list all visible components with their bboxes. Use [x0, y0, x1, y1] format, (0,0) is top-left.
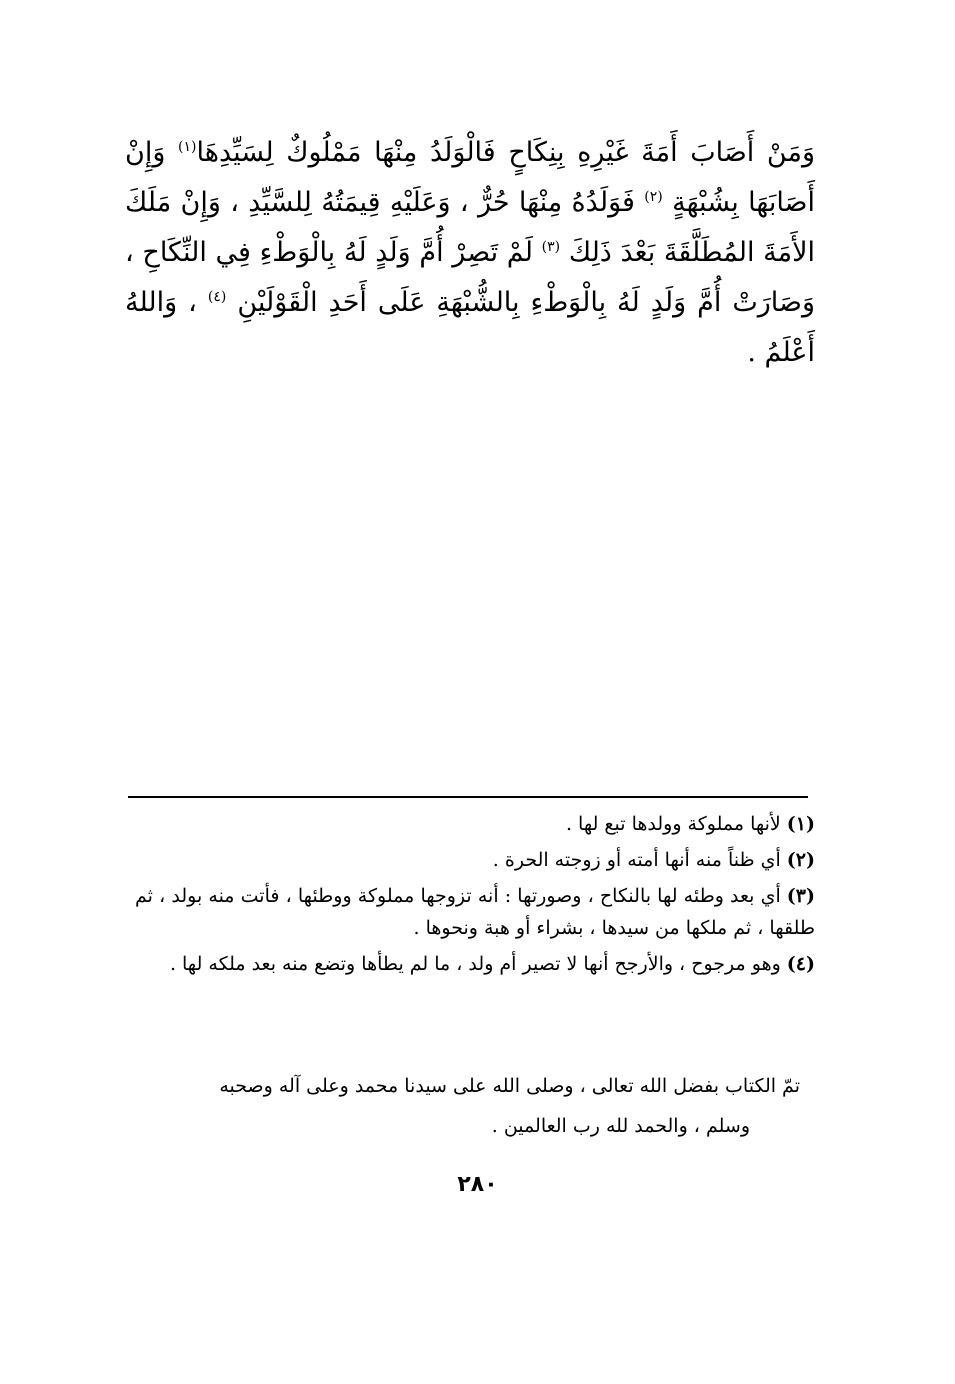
footnote-text: وهو مرجوح ، والأرجح أنها لا تصير أم ولد ، ما لم يطأها وتضع منه بعد ملكه لها . — [169, 953, 781, 975]
footnote-text: أي ظناً منه أنها أمته أو زوجته الحرة . — [492, 849, 781, 871]
page-number: ٢٨٠ — [457, 1172, 498, 1197]
main-text-segment: وَإِنْ أَصَابَهَا بِشُبْهَةٍ — [125, 137, 815, 218]
footnote-text: أي بعد وطئه لها بالنكاح ، وصورتها : أنه تزوجها مملوكة ووطئها ، فأتت منه بولد ، ثم طلقها ، ثم ملكها من سيدها ، بشراء أو هبة ونحوها . — [135, 885, 815, 939]
footnote-number: (١) — [786, 813, 815, 835]
main-text-segment: فَوَلَدُهُ مِنْهَا حُرٌّ ، وَعَلَيْهِ قِيمَتُهُ لِلسَّيِّدِ ، وَإِنْ مَلَكَ الأَمَةَ المُطَلَّقَةَ بَعْدَ ذَلِكَ — [125, 187, 815, 268]
footnote-divider — [128, 796, 808, 798]
main-text-segment: ، وَاللهُ أَعْلَمُ . — [125, 287, 815, 368]
footnote-number: (٢) — [786, 849, 815, 871]
footnotes — [135, 808, 815, 984]
footnote-number: (٣) — [786, 885, 815, 907]
footnote-item — [135, 880, 815, 944]
main-paragraph — [125, 128, 815, 378]
footnote-text: لأنها مملوكة وولدها تبع لها . — [565, 813, 781, 835]
footnote-reference: (٤) — [207, 289, 227, 305]
colophon-line: تمّ الكتاب بفضل الله تعالى ، وصلى الله على سيدنا محمد وعلى آله وصحبه — [219, 1075, 800, 1097]
footnote-item — [135, 948, 815, 980]
main-text-segment: لَمْ تَصِرْ أُمَّ وَلَدٍ لَهُ بِالْوَطْءِ فِي النِّكَاحِ ، وَصَارَتْ أُمَّ وَلَدٍ لَهُ بِالْوَطْءِ بِالشُّبْهَةِ عَلَى أَحَدِ الْقَوْلَيْنِ — [125, 237, 815, 318]
footnote-number: (٤) — [786, 953, 815, 975]
footnote-reference: (١) — [178, 139, 197, 155]
colophon — [140, 1066, 800, 1146]
footnote-item — [135, 808, 815, 840]
main-text — [125, 128, 815, 378]
footnote-reference: (٣) — [541, 239, 561, 255]
main-text-segment: وَمَنْ أَصَابَ أَمَةَ غَيْرِهِ بِنِكَاحٍ فَالْوَلَدُ مِنْهَا مَمْلُوكٌ لِسَيِّدِهَا — [196, 137, 815, 168]
footnote-reference: (٢) — [644, 189, 663, 205]
colophon-line: وسلم ، والحمد لله رب العالمين . — [491, 1115, 750, 1137]
footnote-item — [135, 844, 815, 876]
